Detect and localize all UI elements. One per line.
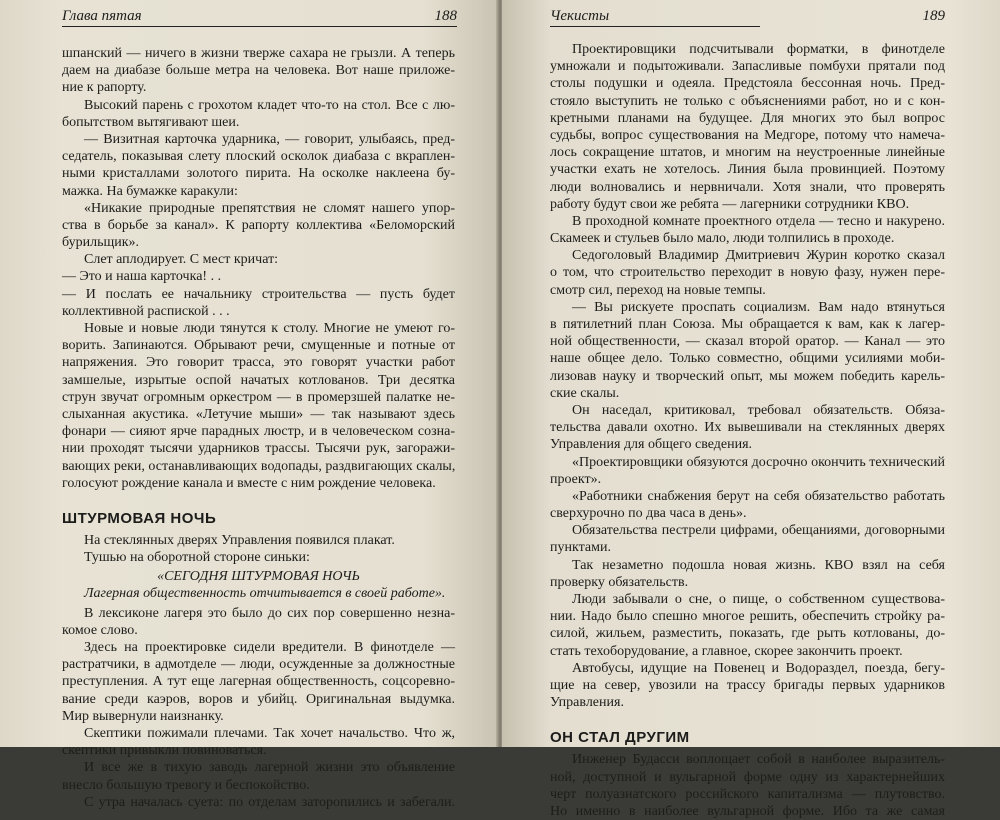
text-line: Инженер Будасси воплощает собой в наиболее выразитель- — [572, 752, 945, 768]
text-line: ние к рапорту. — [62, 80, 147, 96]
text-line: кретными планами на будущее. Для многих это был вопрос — [550, 110, 945, 126]
text-line: Мир вывернули наизнанку. — [62, 708, 224, 724]
text-line: ства в борьбе за канал». К рапорту коллектива «Беломорский — [62, 217, 455, 233]
text-line: «Проектировщики обязуются досрочно окончить технический — [572, 454, 945, 470]
text-line: нии проходят тысячи ударников трассы. Тысячи рук, загоражи- — [62, 441, 455, 457]
text-line: ские скалы. — [550, 385, 620, 401]
text-line: напряжения. Это говорит трасса, это говорят участки работ — [62, 355, 455, 371]
text-line: наше общее дело. Только совместно, общими усилиями моби- — [550, 351, 945, 367]
right-paragraphs-b — [550, 751, 945, 820]
right-text-block — [550, 41, 945, 820]
text-line: столы подушки и одеяла. Предстояла бессонная ночь. Пред- — [550, 76, 945, 92]
section-heading-on-stal-drugim: ОН СТАЛ ДРУГИМ — [550, 729, 690, 747]
right-page — [502, 0, 1000, 819]
text-line: коллективной распиской . . . — [62, 303, 230, 319]
text-line: ворить. Запинаются. Обрывают речи, смущенные и потные от — [62, 338, 455, 354]
text-line: щие на север, увозили на трассу бригады первых ударников — [550, 677, 945, 693]
section-heading-shturmovaya-noch: ШТУРМОВАЯ НОЧЬ — [62, 509, 217, 527]
text-line: В проходной комнате проектного отдела — тесно и накурено. — [572, 213, 945, 229]
right-paragraphs-a — [550, 41, 945, 711]
left-paragraphs-a — [62, 45, 455, 492]
text-line: «Работники снабжения берут на себя обязательство работать — [572, 488, 945, 504]
text-line: пунктами. — [550, 540, 611, 556]
text-line: фонари — сияют ярче парадных люстр, и в человеческом созна- — [62, 424, 455, 440]
text-line: тельства давали охотно. Их вывешивали на стеклянных дверях — [550, 420, 945, 436]
text-line: Обязательства пестрели цифрами, обещаниями, договорными — [572, 523, 945, 539]
text-line: стать техоборудование, а главное, скорее закончить проект. — [550, 643, 903, 659]
text-line: Скептики пожимали плечами. Так хочет начальство. Что ж, — [84, 725, 455, 741]
text-line: Так незаметно подошла новая жизнь. КВО взял на себя — [572, 557, 945, 573]
text-line: — Это и наша карточка! . . — [62, 269, 222, 285]
text-line: седатель, показывая слету плоский осколок диабаза с вкраплен- — [62, 149, 455, 165]
text-line: Проектировщики подсчитывали форматки, в финотделе — [572, 42, 945, 57]
text-line: нии. Надо было спешно многое решить, обеспечить стройку ра- — [550, 609, 945, 625]
text-line: умножали и подытоживали. Запасливые помбухи прятали под — [550, 59, 945, 75]
text-line: С утра началась суета: по отделам заторопились и забегали. — [84, 794, 455, 810]
text-line: бопытством вытягивают шеи. — [62, 114, 240, 130]
left-paragraphs-b — [62, 532, 455, 566]
text-line: комое слово. — [62, 622, 138, 638]
text-line: о том, что строительство переходит в новую фазу, нужен пере- — [550, 265, 945, 281]
text-line: Седоголовый Владимир Дмитриевич Журин коротко сказал — [572, 248, 945, 264]
right-chapter-title: Чекисты — [550, 8, 610, 24]
text-line: Управления для общего сведения. — [550, 437, 753, 453]
text-line: струн звучат огромным оркестром — в промерзшей палатке не- — [62, 389, 455, 405]
text-line: бурильщик». — [62, 235, 140, 251]
left-text-block — [62, 45, 455, 811]
text-line: работу будут свои же ребята — лагерники сотрудники КВО. — [550, 196, 910, 212]
left-page-number: 188 — [434, 8, 457, 24]
text-line: вание среди каэров, воров и убийц. Оригинальная выдумка. — [62, 691, 455, 707]
text-line: смотр сил, переход на новые темпы. — [550, 282, 766, 298]
poster-subtitle: Лагерная общественность отчитывается в своей работе». — [84, 586, 446, 602]
text-line: силой, жильем, разместить, показать, где рыть котлованы, до- — [550, 626, 945, 642]
text-line: сверхурочно по два часа в день». — [550, 506, 747, 522]
text-line: ной общественности, — сказал второй оратор. — Канал — это — [550, 334, 945, 350]
right-header-rule — [550, 26, 760, 27]
text-line: «Никакие природные препятствия не сломят нашего упор- — [84, 200, 455, 216]
text-line: проект». — [550, 471, 602, 487]
text-line: Здесь на проектировке сидели вредители. В финотделе — — [84, 640, 455, 655]
text-line: И все же в тихую заводь лагерной жизни это объявление — [84, 760, 455, 776]
text-line: лизовав науку и творческий опыт, мы можем победить карель- — [550, 368, 945, 384]
text-line: Высокий парень с грохотом кладет что-то на стол. Все с лю- — [84, 97, 455, 113]
text-line: скептики привыкли повиноваться. — [62, 743, 267, 759]
text-line: На стеклянных дверях Управления появился плакат. — [84, 532, 395, 548]
text-line: судьбы, вопрос существования на Медгоре, потому что намеча- — [550, 127, 945, 143]
right-page-number: 189 — [922, 8, 945, 24]
text-line: преступления. А тут еще лагерная общественность, соцсоревно- — [62, 674, 455, 690]
text-line: Скамеек и стульев было мало, люди толпились в проходе. — [550, 231, 895, 247]
text-line: проверку обязательств. — [550, 574, 689, 590]
poster-title: «СЕГОДНЯ ШТУРМОВАЯ НОЧЬ — [157, 569, 360, 585]
text-line: внесло большую тревогу и беспокойство. — [62, 777, 310, 793]
left-chapter-title: Глава пятая — [62, 8, 142, 24]
text-line: замшелые, изрытые оспой начатых котлованов. Три десятка — [62, 372, 455, 388]
text-line: Управления. — [550, 695, 624, 711]
text-line: Автобусы, идущие на Повенец и Водораздел, поезда, бегу- — [572, 660, 945, 676]
text-line: Но именно в наиболее вульгарной форме. Ибо та же самая — [550, 803, 945, 819]
text-line: В лексиконе лагеря это было до сих пор совершенно незна- — [84, 605, 455, 621]
text-line: — Вы рискуете проспать социализм. Вам надо втянуться — [572, 299, 945, 315]
text-line: мажка. На бумажке каракули: — [62, 183, 238, 199]
text-line: голосуют рождение канала и вместе с ним рождение человека. — [62, 475, 436, 491]
text-line: Он наседал, критиковал, требовал обязательств. Обяза- — [572, 402, 945, 418]
text-line: ными кристаллами золотого пирита. На осколке наклеена бу- — [62, 166, 455, 182]
left-header-rule — [62, 26, 457, 27]
text-line: шпанский — ничего в жизни тверже сахара не грызли. А теперь — [62, 46, 455, 61]
text-line: Люди забывали о сне, о пище, о собственном существова- — [572, 592, 945, 607]
text-line: Новые и новые люди тянутся к столу. Многие не умеют го- — [84, 321, 455, 336]
text-line: участки ехать не хотелось. Линия была провинцией. Поэтому — [550, 162, 945, 178]
left-running-header — [62, 7, 457, 29]
text-line: ной, доступной и вульгарной форме одну из характернейших — [550, 769, 945, 785]
text-line: слыханная акустика. «Летучие мыши» — так называют здесь — [62, 406, 455, 422]
text-line: растратчики, в адмотделе — люди, осужденные за должностные — [62, 657, 455, 673]
text-line: Тушью на оборотной стороне синьки: — [84, 550, 310, 566]
text-line: вающих реки, останавливающих водопады, раздвигающих скалы, — [62, 458, 456, 474]
text-line: Слет аплодирует. С мест кричат: — [84, 252, 279, 268]
text-line: люди волновались и нервничали. Хотя знали, что проверять — [550, 179, 945, 195]
text-line: — И послать ее начальнику строительства — пусть будет — [62, 286, 455, 302]
left-paragraphs-c — [62, 605, 455, 811]
right-running-header — [550, 7, 945, 29]
text-line: даем на диабазе больше метра на человека. Вот наше приложе- — [62, 63, 455, 79]
text-line: — Визитная карточка ударника, — говорит, улыбаясь, пред- — [84, 131, 455, 147]
text-line: стояло выступить не только с объяснениями работ, но и с кон- — [550, 93, 945, 109]
left-page — [0, 0, 498, 810]
text-line: черт полуазиатского российского капитализма — плутовство. — [550, 786, 945, 802]
text-line: в пятилетний план Союза. Мы обращается к вам, как к лагер- — [550, 317, 945, 332]
text-line: лось сокращение штатов, и многим на неустроенные линейные — [550, 145, 945, 161]
